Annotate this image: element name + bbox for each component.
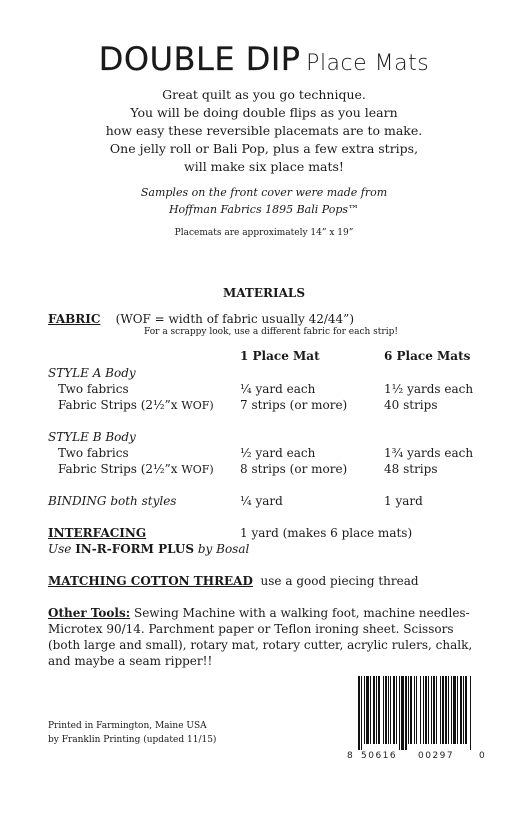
- title-main: DOUBLE DIP: [98, 40, 301, 78]
- barcode-bar: [436, 676, 437, 744]
- intro-line: will make six place mats!: [184, 159, 344, 174]
- style-b-row1-label: Two fabrics: [58, 446, 129, 460]
- printed-line: by Franklin Printing (updated 11/15): [48, 735, 217, 745]
- binding-label: BINDING both styles: [48, 494, 177, 508]
- style-a-row2-label-b: WOF): [181, 399, 214, 412]
- col1-header: 1 Place Mat: [240, 349, 320, 363]
- other-tools: [48, 605, 488, 669]
- barcode-digit-left: 8: [347, 751, 353, 761]
- thread-desc: use a good piecing thread: [260, 574, 419, 588]
- size-note: Placemats are approximately 14” x 19”: [174, 228, 354, 238]
- style-a-label: STYLE A Body: [48, 366, 136, 380]
- fabric-desc: (WOF = width of fabric usually 42/44”): [115, 312, 354, 326]
- barcode-bar: [445, 676, 447, 744]
- barcode-bar: [431, 676, 432, 744]
- interfacing-use-a: Use: [48, 542, 76, 556]
- barcode-bar: [408, 676, 409, 744]
- style-a-row2-label: [58, 398, 214, 412]
- barcode-bar: [420, 676, 421, 744]
- barcode-group-2: 00297: [418, 751, 455, 761]
- interfacing-use-c: by Bosal: [194, 542, 250, 556]
- interfacing-use-b: IN-R-FORM PLUS: [75, 542, 195, 556]
- barcode: [356, 676, 474, 750]
- barcode-bar: [470, 676, 471, 750]
- barcode-bar: [396, 676, 397, 744]
- barcode-bar: [451, 676, 452, 744]
- samples-note: [0, 184, 528, 218]
- style-a-row2-c1: 7 strips (or more): [240, 398, 348, 412]
- barcode-bar: [463, 676, 464, 744]
- materials-heading: MATERIALS: [222, 286, 305, 300]
- style-b-row1-c1: ½ yard each: [240, 446, 316, 460]
- barcode-bar: [433, 676, 435, 744]
- barcode-bar: [442, 676, 444, 744]
- style-b-row2-label: [58, 462, 214, 476]
- samples-line: Samples on the front cover were made from: [140, 186, 388, 199]
- barcode-bar: [428, 676, 429, 744]
- barcode-bar: [361, 676, 362, 750]
- barcode-bar: [376, 676, 377, 744]
- style-b-row2-label-a: Fabric Strips (2½”x: [58, 462, 182, 476]
- style-b-label: STYLE B Body: [48, 430, 136, 444]
- barcode-bar: [448, 676, 449, 744]
- barcode-bar: [453, 676, 456, 744]
- intro-text: [0, 86, 528, 176]
- barcode-bar: [457, 676, 458, 744]
- interfacing-use: [48, 542, 249, 556]
- fabric-line: [48, 312, 354, 326]
- style-b-row2-label-b: WOF): [181, 463, 214, 476]
- style-b-row2-c2: 48 strips: [384, 462, 438, 476]
- style-a-row1-c2: 1½ yards each: [384, 382, 474, 396]
- barcode-bar: [465, 676, 467, 744]
- barcode-bar: [401, 676, 404, 750]
- tools-desc: Sewing Machine with a walking foot, machine needles- Microtex 90/14. Parchment paper or Teflon ironing sheet. Scissors (both large and small), rotary mat, rotary cutter, acrylic rulers, chalk, and maybe a seam ripper!!: [48, 606, 473, 668]
- barcode-bar: [378, 676, 380, 744]
- barcode-bar: [416, 676, 417, 744]
- fabric-label: FABRIC: [48, 312, 101, 326]
- intro-line: Great quilt as you go technique.: [162, 87, 366, 102]
- style-b-row2-c1: 8 strips (or more): [240, 462, 348, 476]
- style-b-row1-c2: 1¾ yards each: [384, 446, 474, 460]
- barcode-digit-right: 0: [479, 751, 485, 761]
- intro-line: One jelly roll or Bali Pop, plus a few extra strips,: [109, 141, 419, 156]
- style-a-row1-label: Two fabrics: [58, 382, 129, 396]
- tools-label: Other Tools:: [48, 606, 131, 620]
- style-a-row1-c1: ¼ yard each: [240, 382, 316, 396]
- interfacing-value: 1 yard (makes 6 place mats): [240, 526, 413, 540]
- barcode-bar: [373, 676, 375, 744]
- barcode-bar: [370, 676, 371, 744]
- barcode-bar: [385, 676, 387, 744]
- barcode-bar: [390, 676, 391, 744]
- page-title: [0, 40, 528, 78]
- style-a-row2-c2: 40 strips: [384, 398, 438, 412]
- samples-line: Hoffman Fabrics 1895 Bali Pops™: [168, 203, 360, 216]
- barcode-bar: [358, 676, 360, 750]
- thread-line: [48, 574, 419, 588]
- style-a-row2-label-a: Fabric Strips (2½”x: [58, 398, 182, 412]
- barcode-bar: [425, 676, 427, 744]
- barcode-bar: [460, 676, 462, 744]
- barcode-bar: [366, 676, 369, 744]
- barcode-group-1: 50616: [361, 751, 398, 761]
- barcode-bar: [440, 676, 441, 744]
- barcode-bar: [364, 676, 365, 744]
- barcode-bar: [383, 676, 384, 744]
- thread-label: MATCHING COTTON THREAD: [48, 574, 253, 588]
- intro-line: You will be doing double flips as you learn: [130, 105, 398, 120]
- barcode-bar: [410, 676, 412, 744]
- interfacing-label: INTERFACING: [48, 526, 147, 540]
- fabric-note: For a scrappy look, use a different fabric for each strip!: [144, 327, 398, 337]
- binding-c2: 1 yard: [384, 494, 423, 508]
- barcode-bar: [393, 676, 395, 744]
- barcode-bar: [414, 676, 415, 744]
- printed-line: Printed in Farmington, Maine USA: [48, 721, 207, 731]
- binding-c1: ¼ yard: [240, 494, 283, 508]
- barcode-bar: [423, 676, 424, 744]
- barcode-bar: [399, 676, 400, 750]
- title-sub: Place Mats: [306, 51, 430, 76]
- barcode-bar: [388, 676, 389, 744]
- barcode-bar: [405, 676, 407, 750]
- col2-header: 6 Place Mats: [384, 349, 471, 363]
- intro-line: how easy these reversible placemats are to make.: [105, 123, 423, 138]
- printed-note: [48, 719, 216, 747]
